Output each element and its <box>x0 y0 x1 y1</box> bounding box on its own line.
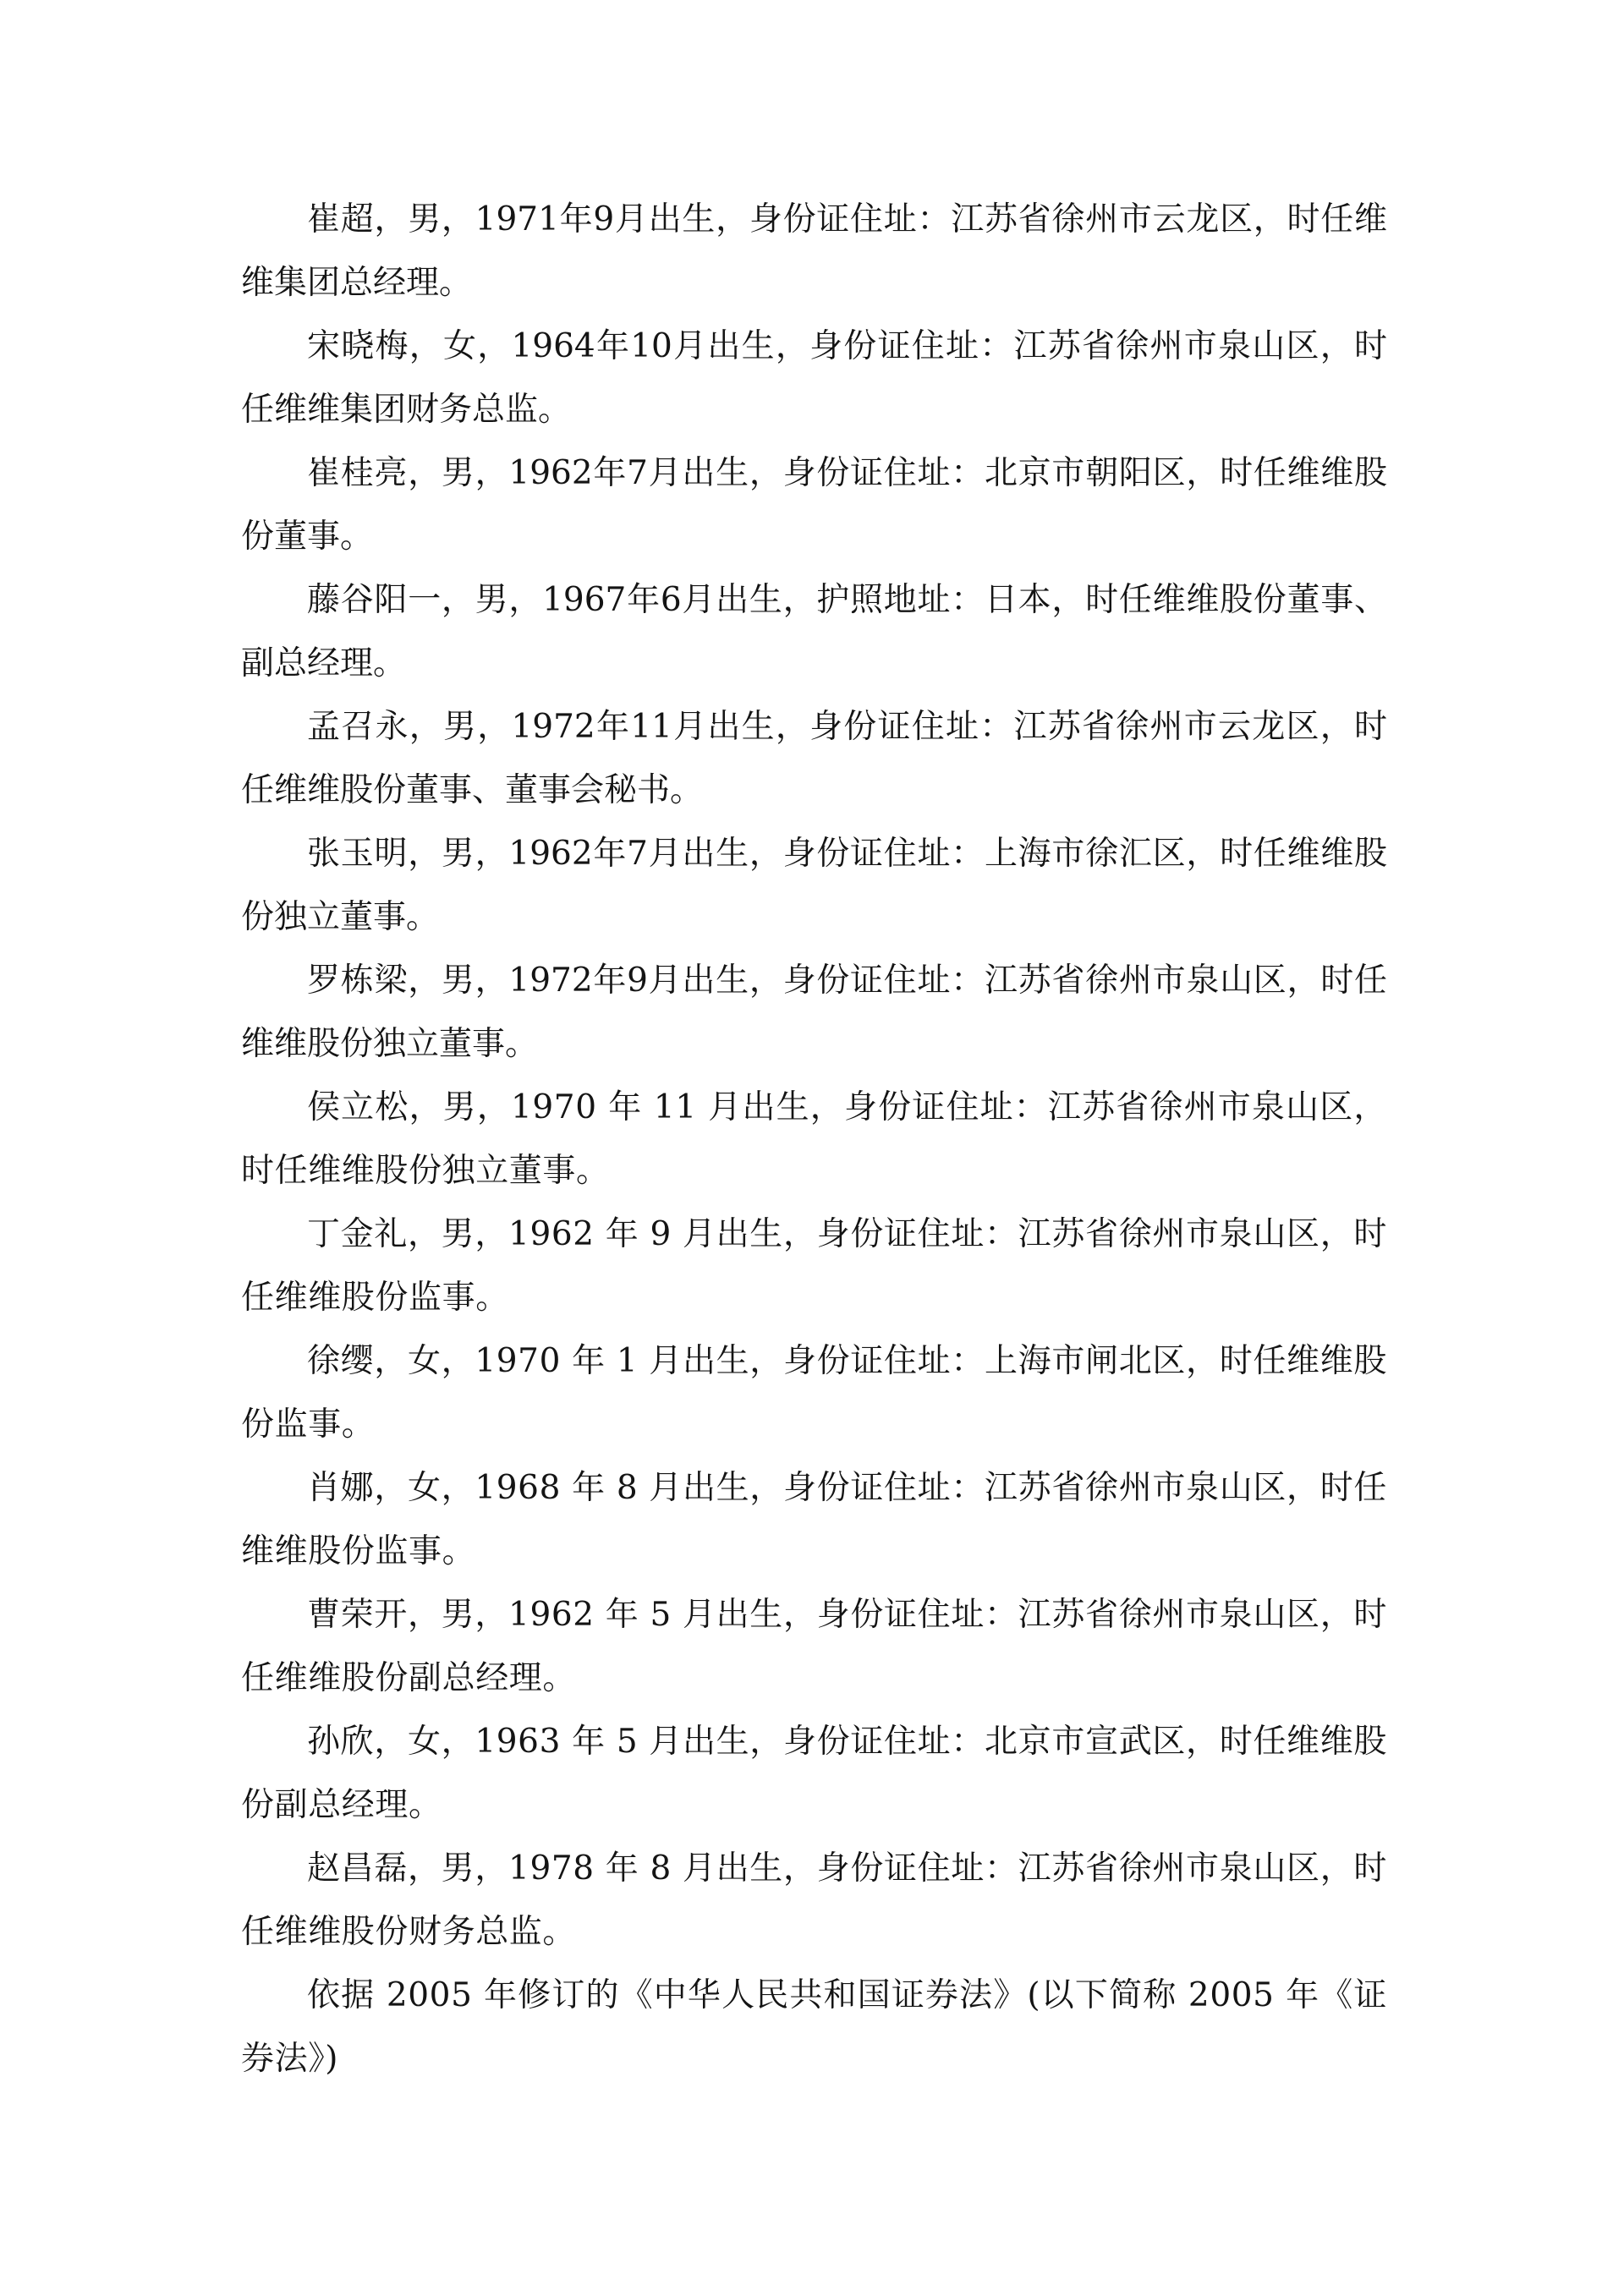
paragraph-person-xiao-na: 肖娜，女，1968 年 8 月出生，身份证住址：江苏省徐州市泉山区，时任维维股份监事。 <box>241 1469 1387 1570</box>
paragraph-person-cui-guiliang: 崔桂亮，男，1962年7月出生，身份证住址：北京市朝阳区，时任维维股份董事。 <box>241 454 1387 556</box>
paragraph-person-cao-rongkai: 曹荣开，男，1962 年 5 月出生，身份证住址：江苏省徐州市泉山区，时任维维股份副总经理。 <box>241 1596 1387 1697</box>
paragraph-person-zhang-yuming: 张玉明，男，1962年7月出生，身份证住址：上海市徐汇区，时任维维股份独立董事。 <box>241 835 1387 936</box>
paragraph-person-meng-zhaoyong: 孟召永，男，1972年11月出生，身份证住址：江苏省徐州市云龙区，时任维维股份董事、董事会秘书。 <box>241 708 1387 809</box>
paragraph-person-song-xiaomei: 宋晓梅，女，1964年10月出生，身份证住址：江苏省徐州市泉山区，时任维维集团财务总监。 <box>241 327 1387 429</box>
paragraph-person-cui-chao: 崔超，男，1971年9月出生，身份证住址：江苏省徐州市云龙区，时任维维集团总经理。 <box>241 200 1387 302</box>
paragraph-person-ding-jinli: 丁金礼，男，1962 年 9 月出生，身份证住址：江苏省徐州市泉山区，时任维维股份监事。 <box>241 1215 1387 1317</box>
paragraph-person-luo-dongliang: 罗栋梁，男，1972年9月出生，身份证住址：江苏省徐州市泉山区，时任维维股份独立董事。 <box>241 962 1387 1063</box>
paragraph-person-sun-xin: 孙欣，女，1963 年 5 月出生，身份证住址：北京市宣武区，时任维维股份副总经理。 <box>241 1723 1387 1824</box>
paragraph-legal-basis: 依据 2005 年修订的《中华人民共和国证券法》(以下简称 2005 年《证券法》) <box>241 1976 1387 2078</box>
paragraph-person-hou-lisong: 侯立松，男，1970 年 11 月出生，身份证住址：江苏省徐州市泉山区，时任维维股份独立董事。 <box>241 1088 1387 1190</box>
paragraph-person-fujitani-yoichi: 藤谷阳一，男，1967年6月出生，护照地址：日本，时任维维股份董事、副总经理。 <box>241 581 1387 682</box>
document-body <box>241 188 1387 2091</box>
paragraph-person-xu-ying: 徐缨，女，1970 年 1 月出生，身份证住址：上海市闸北区，时任维维股份监事。 <box>241 1342 1387 1444</box>
paragraph-person-zhao-changlei: 赵昌磊，男，1978 年 8 月出生，身份证住址：江苏省徐州市泉山区，时任维维股份财务总监。 <box>241 1849 1387 1951</box>
